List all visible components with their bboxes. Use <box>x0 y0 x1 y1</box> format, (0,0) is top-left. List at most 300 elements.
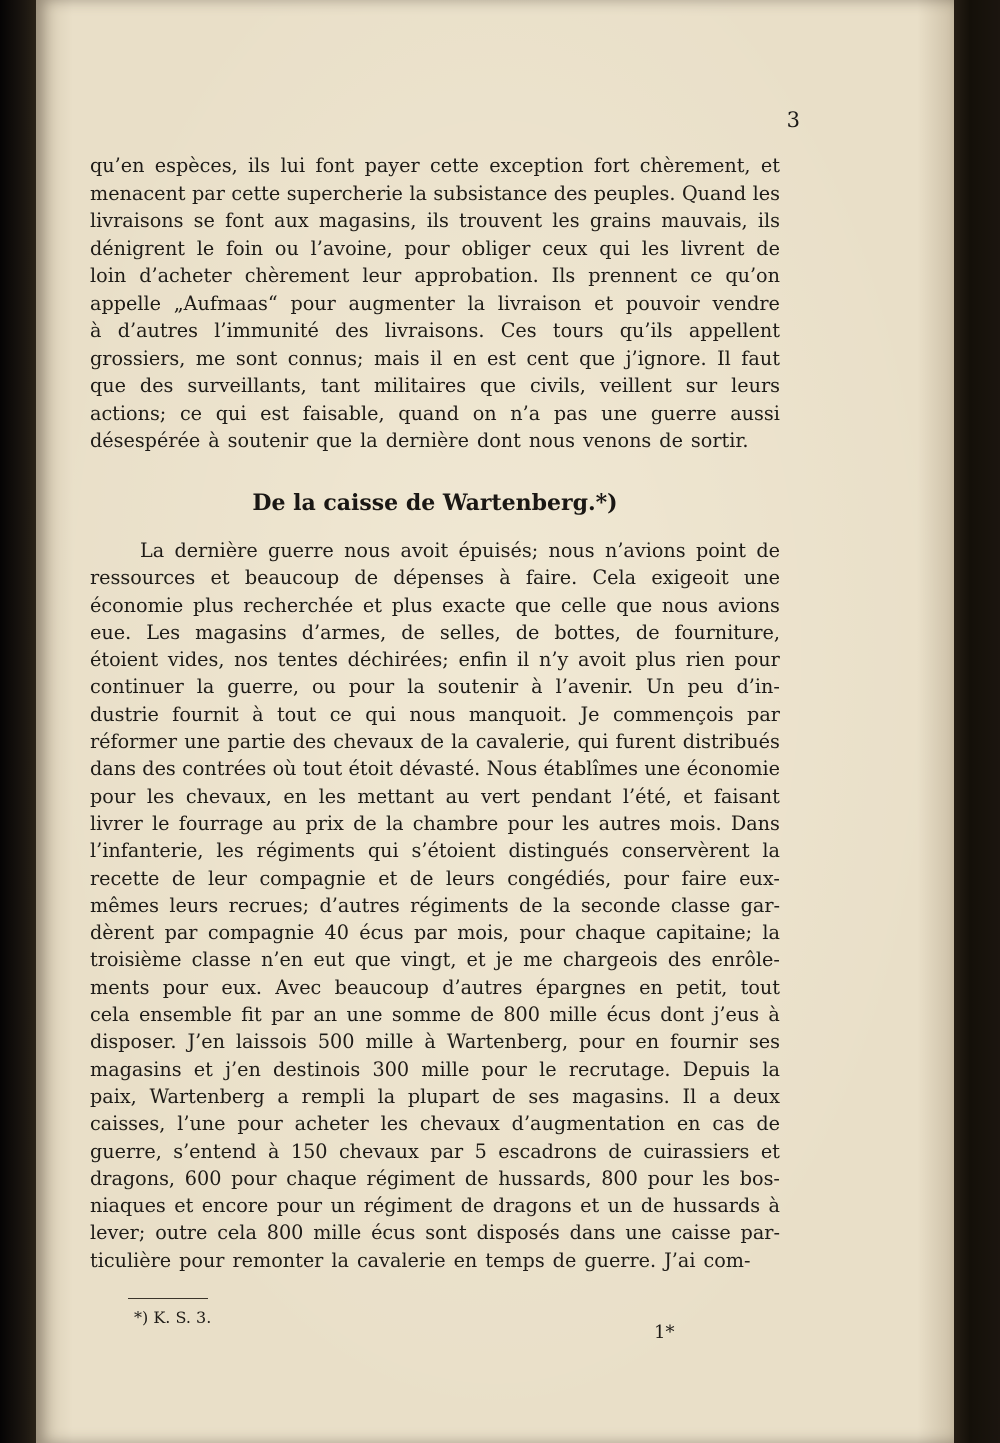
text-line <box>90 345 780 373</box>
word: pour <box>579 1030 625 1054</box>
word: l’avoine, <box>310 236 393 260</box>
text-line <box>90 1165 780 1192</box>
word: la <box>762 921 780 945</box>
word: 800 <box>266 1221 304 1245</box>
word: un <box>330 1194 356 1218</box>
word: escadrons <box>498 1139 597 1163</box>
word: Nous <box>486 757 538 781</box>
word: pour <box>231 1166 277 1190</box>
word: de <box>756 236 780 260</box>
word: les <box>318 784 346 808</box>
word: dèrent <box>90 921 155 945</box>
word: beaucoup <box>334 975 429 999</box>
word: et <box>466 948 486 972</box>
word: ments <box>90 975 150 999</box>
word: fournit <box>172 702 239 726</box>
word: encore <box>201 1194 269 1218</box>
word: j’eus <box>713 1003 760 1027</box>
word: et <box>760 1139 780 1163</box>
word: mille <box>313 1221 362 1245</box>
word: caisses, <box>90 1112 166 1136</box>
word: „Aufmaas“ <box>173 291 278 315</box>
word: vides, <box>167 648 225 672</box>
word: l’été, <box>622 784 672 808</box>
word: la <box>451 730 469 754</box>
word: 150 <box>290 1139 328 1163</box>
text-line <box>90 892 780 919</box>
word: les <box>752 181 780 205</box>
word: aussi <box>730 401 780 425</box>
text-line <box>90 592 780 619</box>
word: qu’on <box>725 264 780 287</box>
word: leur <box>362 264 402 287</box>
word: menacent <box>90 181 186 205</box>
text-line <box>90 865 780 892</box>
word: des <box>335 319 369 342</box>
word: recherchée <box>243 593 354 617</box>
word: les <box>380 1112 408 1136</box>
word: livraisons <box>90 209 184 232</box>
word: une <box>601 401 638 425</box>
word: Un <box>646 675 675 699</box>
word: pour <box>507 811 553 835</box>
text-line <box>90 974 780 1001</box>
word: troisième <box>90 948 182 972</box>
word: font <box>315 154 355 177</box>
word: fourniture, <box>674 620 780 644</box>
word: et <box>683 784 703 808</box>
word: somme <box>391 1003 462 1027</box>
paragraph-continued <box>90 152 780 455</box>
word: hussards, <box>498 1166 592 1190</box>
word: de <box>640 1194 665 1218</box>
word: soutenir <box>227 429 309 452</box>
word: guerre. <box>584 1248 657 1272</box>
word: cavalerie, <box>475 730 571 754</box>
word: d’autres <box>319 893 400 917</box>
word: a <box>708 1084 721 1108</box>
word: fit <box>241 1003 262 1027</box>
word: la <box>552 893 571 917</box>
word: eut <box>313 948 345 972</box>
word: ressources <box>90 566 196 590</box>
printer-signature-mark: 1* <box>654 1322 675 1343</box>
word: dragons <box>492 1194 572 1218</box>
word: chèrement, <box>639 154 751 177</box>
word: dustrie <box>90 702 159 726</box>
word: d’acheter <box>139 264 232 287</box>
text-line <box>90 1247 780 1274</box>
word: d’in- <box>736 675 780 699</box>
word: et <box>580 1194 600 1218</box>
word: an <box>313 1003 338 1027</box>
word: régiment <box>366 1166 456 1190</box>
word: livrer <box>90 811 143 835</box>
word: une <box>644 757 681 781</box>
word: leurs <box>169 893 219 917</box>
word: la <box>467 291 486 315</box>
word: que <box>354 948 391 972</box>
word: manquoit. <box>468 702 568 726</box>
word: dont <box>660 1003 705 1027</box>
word: chevaux, <box>185 784 272 808</box>
word: supercherie <box>286 181 403 205</box>
word: enrôle- <box>711 948 780 972</box>
word: des <box>142 757 176 781</box>
word: leurs <box>445 866 495 890</box>
word: ceux <box>542 236 588 260</box>
word: furent <box>615 730 676 754</box>
word: autres <box>598 811 661 835</box>
word: écus <box>371 1221 416 1245</box>
word: fournir <box>670 1030 738 1054</box>
word: mois. <box>669 811 722 835</box>
word: et <box>760 154 780 177</box>
word: il <box>517 648 530 672</box>
word: civils, <box>529 374 586 397</box>
word: à <box>768 1194 780 1218</box>
word: par <box>192 181 225 205</box>
word: chevaux <box>338 1139 419 1163</box>
word: seconde <box>580 893 661 917</box>
word: régiments <box>410 893 509 917</box>
word: qu’en <box>90 154 145 177</box>
word: classe <box>670 893 731 917</box>
word: étoient <box>90 648 159 672</box>
word: à <box>531 675 543 699</box>
word: établîmes <box>543 757 638 781</box>
word: bos- <box>739 1166 780 1190</box>
word: actions; <box>90 401 167 425</box>
word: guerre, <box>90 1139 162 1163</box>
word: enfin <box>458 648 508 672</box>
word: destinois <box>273 1057 361 1081</box>
word: 300 <box>372 1057 410 1081</box>
word: à <box>90 319 102 342</box>
word: déchirées; <box>347 648 449 672</box>
word: la <box>331 1248 349 1272</box>
word: exigeoit <box>651 566 729 590</box>
word: de <box>491 1084 516 1108</box>
word: beaucoup <box>244 566 340 590</box>
word: la <box>407 675 425 699</box>
word: en <box>452 346 477 370</box>
word: le <box>152 811 170 835</box>
word: nous <box>548 539 595 562</box>
word: qui <box>215 401 247 425</box>
word: guerre <box>268 539 334 562</box>
text-line <box>90 235 780 263</box>
word: la <box>762 839 780 863</box>
word: faisant <box>713 784 780 808</box>
word: la <box>762 1057 780 1081</box>
word: surveillants, <box>187 374 307 397</box>
word: d’autres <box>442 975 523 999</box>
word: appelle <box>90 291 161 315</box>
word: partie <box>227 730 286 754</box>
word: au <box>445 784 470 808</box>
word: est <box>487 346 516 370</box>
word: fort <box>593 154 630 177</box>
word: ticulière <box>90 1248 172 1272</box>
word: faire <box>681 866 727 890</box>
word: par <box>413 921 447 945</box>
word: acheter <box>294 1112 369 1136</box>
word: de <box>756 1112 780 1136</box>
word: remonter <box>232 1248 324 1272</box>
word: me <box>523 948 553 972</box>
word: chargeois <box>562 948 658 972</box>
word: de <box>409 866 434 890</box>
word: désespérée <box>90 429 201 452</box>
word: hussards <box>672 1194 761 1218</box>
word: ses <box>528 1084 560 1108</box>
word: et <box>174 1194 194 1218</box>
word: la <box>377 1084 396 1108</box>
word: prennent <box>588 264 678 287</box>
word: pour <box>179 1248 225 1272</box>
word: com- <box>703 1248 751 1272</box>
word: des <box>553 181 588 205</box>
word: de <box>420 730 444 754</box>
word: conservèrent <box>621 839 750 863</box>
word: pour <box>481 1057 527 1081</box>
word: distingués <box>508 839 609 863</box>
word: tout <box>740 975 780 999</box>
word: Dans <box>730 811 780 835</box>
word: Je <box>580 702 600 726</box>
word: mille <box>421 1057 470 1081</box>
word: cas <box>712 1112 745 1136</box>
word: économie <box>686 757 780 781</box>
word: outre <box>155 1221 208 1245</box>
word: pendant <box>531 784 612 808</box>
word: nous <box>661 593 709 617</box>
word: une <box>743 566 780 590</box>
word: les <box>146 784 175 808</box>
word: la <box>385 811 404 835</box>
word: magasins <box>195 620 287 644</box>
word: de <box>401 620 425 644</box>
word: peuples. <box>593 181 676 205</box>
word: petit, <box>676 975 728 999</box>
word: fourrage <box>178 811 264 835</box>
word: niaques <box>90 1194 166 1218</box>
word: prix <box>305 811 344 835</box>
text-line <box>90 619 780 646</box>
word: nous <box>528 429 575 452</box>
word: qu’ils <box>619 319 673 342</box>
word: faire. <box>525 566 578 590</box>
text-line <box>90 400 780 428</box>
word: gar- <box>740 893 780 917</box>
word: exception <box>489 154 584 177</box>
word: ses <box>748 1030 780 1054</box>
word: cela <box>217 1221 257 1245</box>
word: compagnie <box>207 921 315 945</box>
word: tours <box>552 319 604 342</box>
word: de <box>470 1003 494 1027</box>
text-line <box>90 262 780 290</box>
word: et <box>594 291 614 315</box>
word: pour <box>90 784 136 808</box>
word: que <box>579 346 616 370</box>
word: par <box>164 921 198 945</box>
word: en <box>639 975 663 999</box>
footnote: *) K. S. 3. <box>134 1308 212 1327</box>
word: congédiés, <box>507 866 612 890</box>
word: d’autres <box>117 319 198 342</box>
word: eue. <box>90 620 132 644</box>
word: on <box>472 401 497 425</box>
word: chevaux <box>419 1112 500 1136</box>
word: pouvoir <box>625 291 700 315</box>
word: pour <box>519 921 565 945</box>
word: n’en <box>261 948 304 972</box>
word: paix, <box>90 1084 137 1108</box>
word: une <box>346 1003 383 1027</box>
word: dernière <box>385 429 469 452</box>
word: épuisés; <box>458 539 539 562</box>
word: aux <box>274 209 309 232</box>
word: Wartenberg, <box>446 1030 569 1054</box>
word: ce <box>329 702 352 726</box>
word: à <box>208 429 220 452</box>
word: 500 <box>317 1030 355 1054</box>
word: bottes, <box>554 620 621 644</box>
word: de <box>756 539 780 562</box>
word: il <box>430 346 443 370</box>
word: j’ignore. <box>625 346 707 370</box>
word: foin <box>226 236 264 260</box>
footnote-divider <box>128 1298 208 1299</box>
word: et <box>210 566 230 590</box>
text-line <box>90 919 780 946</box>
word: ce <box>690 264 713 287</box>
word: Ces <box>500 319 537 342</box>
word: Il <box>717 346 731 370</box>
word: où <box>272 757 297 781</box>
word: j’en <box>225 1057 261 1081</box>
word: se <box>193 209 215 232</box>
word: les <box>216 839 244 863</box>
word: recrues; <box>228 893 310 917</box>
word: n’y <box>539 648 569 672</box>
word: est <box>260 401 290 425</box>
word: n’avions <box>604 539 686 562</box>
word: vendre <box>712 291 780 315</box>
word: 800 <box>601 1166 638 1190</box>
text-line <box>90 372 780 400</box>
word: de <box>460 1194 485 1218</box>
word: de <box>354 566 379 590</box>
word: des <box>292 730 327 754</box>
word: commençois <box>612 702 734 726</box>
word: de <box>464 1166 489 1190</box>
text-line <box>90 728 780 755</box>
word: Cela <box>592 566 637 590</box>
word: sont <box>235 346 278 370</box>
word: une <box>625 1221 662 1245</box>
word: guerre, <box>227 675 300 699</box>
word: approbation. <box>414 264 539 287</box>
text-line <box>90 1192 780 1219</box>
word: leurs <box>731 374 780 397</box>
word: dénigrent <box>90 236 186 260</box>
word: cuirassiers <box>643 1139 750 1163</box>
word: sortir. <box>690 429 749 452</box>
word: mille <box>365 1030 414 1054</box>
word: Il <box>682 1084 697 1108</box>
word: l’une <box>177 1112 226 1136</box>
word: la <box>360 429 378 452</box>
word: obliger <box>461 236 531 260</box>
book-spine <box>0 0 38 1443</box>
word: des <box>667 948 702 972</box>
word: classe <box>191 948 251 972</box>
word: à <box>499 566 511 590</box>
word: plupart <box>407 1084 480 1108</box>
text-line <box>90 1083 780 1110</box>
word: venons <box>582 429 652 452</box>
word: un <box>607 1194 633 1218</box>
word: les <box>641 236 670 260</box>
word: 5 <box>474 1139 487 1163</box>
text-line <box>90 701 780 728</box>
text-line <box>90 1001 780 1028</box>
word: disposer. <box>90 1030 177 1054</box>
word: 40 <box>324 921 349 945</box>
text-line <box>90 152 780 180</box>
page-number: 3 <box>786 108 800 132</box>
word: laissois <box>235 1030 307 1054</box>
text-line <box>90 1138 780 1165</box>
word: connus; <box>287 346 364 370</box>
text-line <box>90 810 780 837</box>
word: s’entend <box>173 1139 257 1163</box>
word: magasins, <box>318 209 417 232</box>
text-line <box>90 1028 780 1055</box>
word: faisable, <box>302 401 385 425</box>
word: étoit <box>348 757 393 781</box>
word: plus <box>635 648 677 672</box>
word: chambre <box>412 811 499 835</box>
text-line <box>90 1056 780 1083</box>
text-line <box>90 290 780 318</box>
word: lui <box>280 154 306 177</box>
word: recette <box>90 866 160 890</box>
word: J’ai <box>664 1248 696 1272</box>
word: appellent <box>688 319 780 342</box>
word: dans <box>90 757 136 781</box>
word: mille <box>549 1003 598 1027</box>
word: caisse <box>671 1221 731 1245</box>
word: au <box>272 811 297 835</box>
word: eux- <box>739 866 780 890</box>
word: pour <box>276 1194 323 1218</box>
word: ils <box>757 209 780 232</box>
book-edge <box>950 0 1000 1443</box>
word: pas <box>553 401 588 425</box>
word: Les <box>146 620 181 644</box>
word: selles, <box>439 620 501 644</box>
word: livrent <box>680 236 745 260</box>
word: qui <box>577 730 609 754</box>
word: par <box>271 1003 304 1027</box>
word: plus <box>192 593 234 617</box>
word: ou <box>274 236 299 260</box>
word: cela <box>90 1003 130 1027</box>
